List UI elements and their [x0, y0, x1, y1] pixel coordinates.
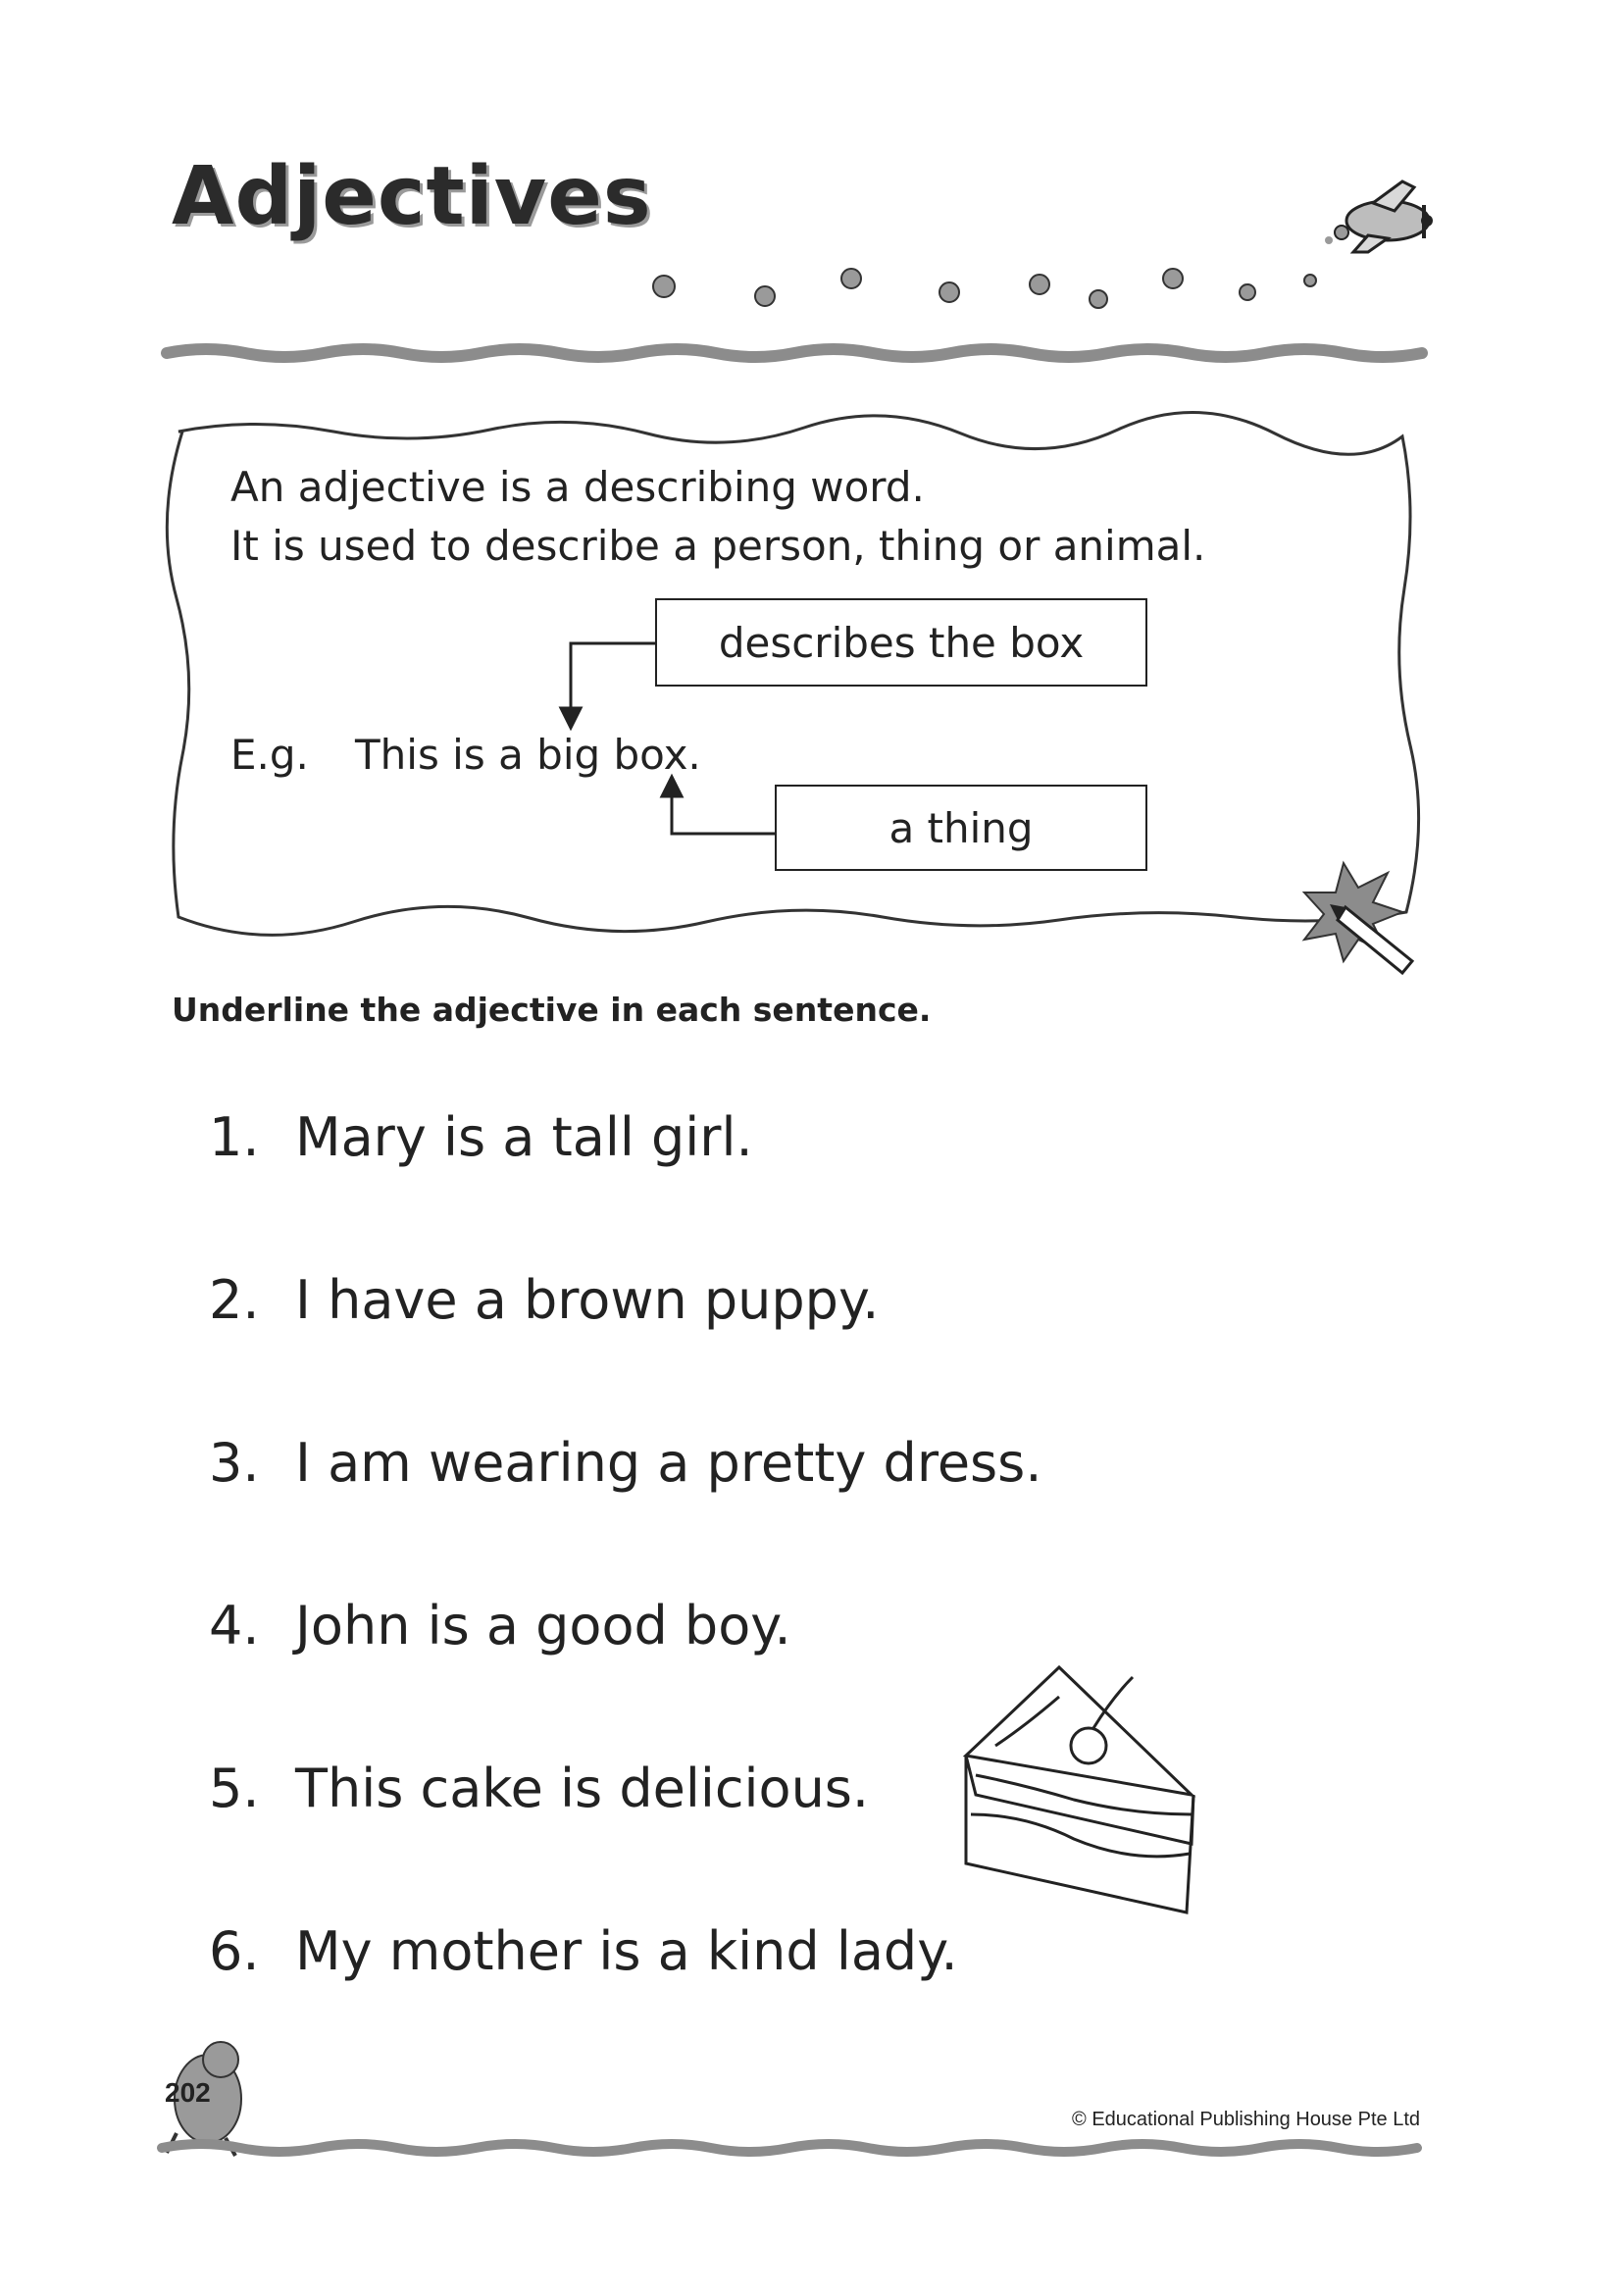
question-text: Mary is a tall girl.	[295, 1106, 753, 1168]
question-number: 2.	[209, 1269, 260, 1331]
question-item	[209, 1106, 753, 1168]
question-text: I have a brown puppy.	[295, 1269, 880, 1331]
example-prefix: E.g.	[230, 731, 309, 779]
top-divider	[167, 349, 1422, 357]
label-describes-the-box: describes the box	[655, 598, 1147, 687]
question-number: 3.	[209, 1432, 260, 1494]
copyright-text: © Educational Publishing House Pte Ltd	[1072, 2109, 1420, 2130]
plane-icon	[1325, 181, 1433, 252]
arrow-to-adjective	[561, 643, 655, 728]
question-text: John is a good boy.	[295, 1595, 791, 1657]
page-title: Adjectives	[172, 150, 652, 243]
bottom-divider	[162, 2144, 1417, 2152]
question-item	[209, 1269, 879, 1331]
arrow-to-noun	[662, 777, 775, 834]
page-number: 202	[165, 2077, 211, 2108]
question-number: 5.	[209, 1758, 260, 1819]
pencil-icon	[1304, 863, 1412, 973]
definition-line-2: It is used to describe a person, thing or animal.	[230, 522, 1206, 570]
question-item	[209, 1758, 869, 1819]
question-item	[209, 1432, 1041, 1494]
question-number: 4.	[209, 1595, 260, 1657]
question-number: 6.	[209, 1920, 260, 1982]
question-item	[209, 1595, 791, 1657]
definition-line-1: An adjective is a describing word.	[230, 463, 925, 511]
question-text: I am wearing a pretty dress.	[295, 1432, 1042, 1494]
flower-trail-icon	[653, 269, 1316, 308]
cake-icon	[966, 1667, 1193, 1912]
question-text: My mother is a kind lady.	[295, 1920, 958, 1982]
label-a-thing: a thing	[775, 785, 1147, 871]
instruction-text: Underline the adjective in each sentence.	[172, 991, 932, 1029]
example-sentence: This is a big box.	[355, 731, 701, 779]
question-number: 1.	[209, 1106, 260, 1168]
question-text: This cake is delicious.	[295, 1758, 870, 1819]
question-item	[209, 1920, 958, 1982]
